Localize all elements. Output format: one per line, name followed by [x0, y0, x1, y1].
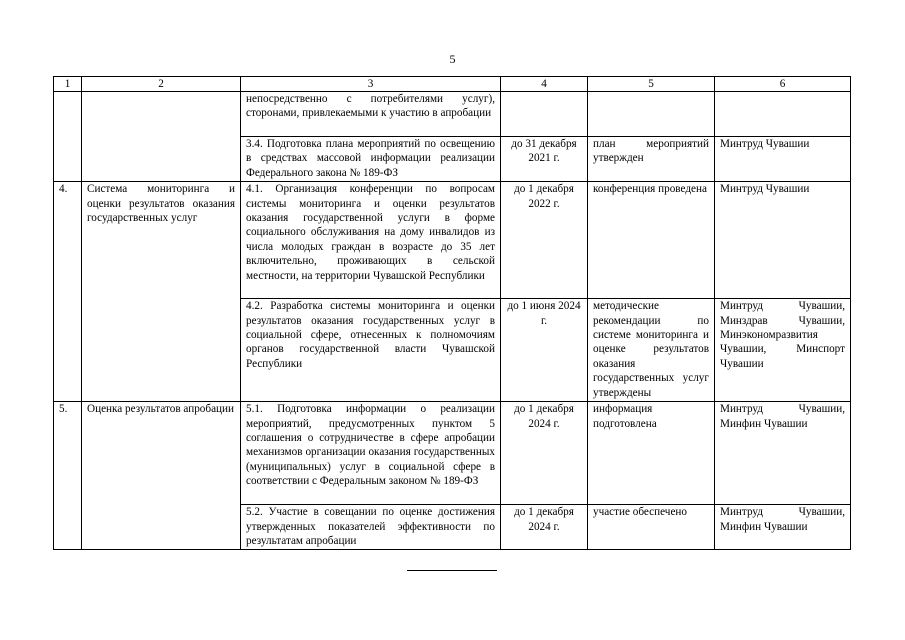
task-result: план мероприятий утвержден [588, 137, 715, 182]
column-header: 2 [82, 77, 241, 92]
task-responsible [715, 92, 851, 137]
task-responsible: Минтруд Чувашии, Минфин Чувашии [715, 505, 851, 550]
column-header: 4 [501, 77, 588, 92]
column-header: 6 [715, 77, 851, 92]
task-responsible: Минтруд Чувашии, Минфин Чувашии [715, 402, 851, 505]
task-result: конференция проведена [588, 182, 715, 299]
end-rule [407, 570, 497, 571]
row-number: 4. [54, 182, 82, 402]
task-deadline: до 1 декабря 2022 г. [501, 182, 588, 299]
row-name: Оценка результатов апробации [82, 402, 241, 550]
task-text: 5.2. Участие в совещании по оценке достижения утвержденных показателей эффективности по результатам апробации [241, 505, 501, 550]
task-deadline [501, 92, 588, 137]
task-result [588, 92, 715, 137]
task-text: 4.2. Разработка системы мониторинга и оценки результатов оказания государственных услуг в социальной сфере, отнесенных к полномочиям органов государственной власти Чувашской Республики [241, 299, 501, 402]
task-text: 5.1. Подготовка информации о реализации мероприятий, предусмотренных пунктом 5 соглашения о сотрудничестве в сфере апробации механизмов организации оказания государственных (муниципальных) услуг в социальной сфере в соответствии с Федеральным законом № 189-ФЗ [241, 402, 501, 505]
table-row [54, 402, 851, 505]
table-row [54, 182, 851, 299]
table-header-row [54, 77, 851, 92]
column-header: 1 [54, 77, 82, 92]
task-text: непосредственно с потребителями услуг), сторонами, привлекаемыми к участию в апробации [241, 92, 501, 137]
plan-table [53, 76, 851, 550]
task-text: 3.4. Подготовка плана мероприятий по освещению в средствах массовой информации реализации Федерального закона № 189-ФЗ [241, 137, 501, 182]
row-number: 5. [54, 402, 82, 550]
row-name [82, 92, 241, 182]
task-deadline: до 31 декабря 2021 г. [501, 137, 588, 182]
row-number [54, 92, 82, 182]
task-deadline: до 1 декабря 2024 г. [501, 505, 588, 550]
task-result: участие обеспечено [588, 505, 715, 550]
task-deadline: до 1 декабря 2024 г. [501, 402, 588, 505]
page-number: 5 [449, 52, 456, 66]
task-text: 4.1. Организация конференции по вопросам системы мониторинга и оценки результатов оказания государственной услуги в форме социального обслуживания на дому инвалидов из числа молодых граждан в возрасте до 35 лет включительно, проживающих в сельской местности, на территории Чувашской Республики [241, 182, 501, 299]
task-responsible: Минтруд Чувашии [715, 137, 851, 182]
row-name: Система мониторинга и оценки результатов оказания государственных услуг [82, 182, 241, 402]
task-responsible: Минтруд Чувашии [715, 182, 851, 299]
task-result: методические рекомендации по системе мониторинга и оценке результатов оказания государственных услуг утверждены [588, 299, 715, 402]
task-result: информация подготовлена [588, 402, 715, 505]
column-header: 5 [588, 77, 715, 92]
task-deadline: до 1 июня 2024 г. [501, 299, 588, 402]
column-header: 3 [241, 77, 501, 92]
task-responsible: Минтруд Чувашии, Минздрав Чувашии, Минэкономразвития Чувашии, Минспорт Чувашии [715, 299, 851, 402]
table-row [54, 92, 851, 137]
